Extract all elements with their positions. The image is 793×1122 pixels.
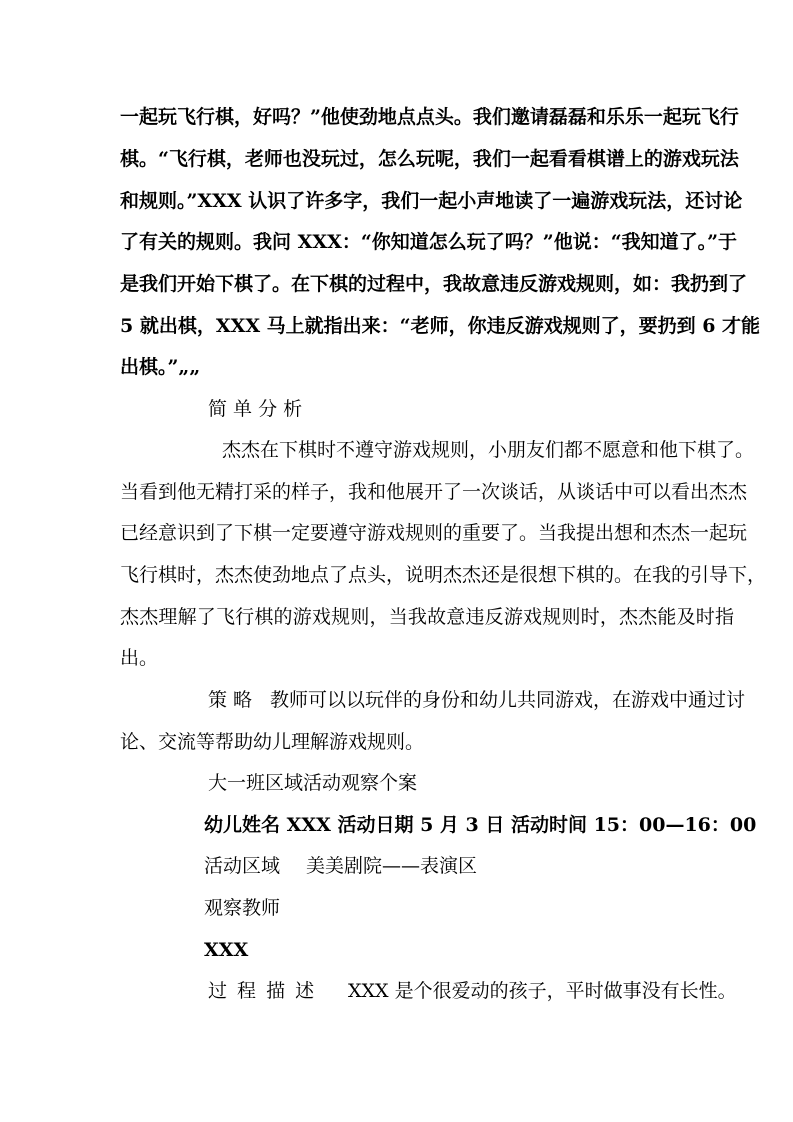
analysis-line: 出。	[120, 647, 159, 669]
analysis-line: 杰杰在下棋时不遵守游戏规则，小朋友们都不愿意和他下棋了。	[222, 439, 755, 461]
body-line: 是我们开始下棋了。在下棋的过程中，我故意违反游戏规则，如：我扔到了	[120, 273, 748, 295]
area-label: 活动区域	[204, 855, 281, 877]
analysis-line: 当看到他无精打采的样子，我和他展开了一次谈话，从谈话中可以看出杰杰	[120, 481, 748, 503]
child-info: 幼儿姓名 XXX 活动日期 5 月 3 日 活动时间 15：00—16：00	[204, 814, 757, 836]
body-line: 出棋。”„„	[120, 356, 201, 378]
body-line: 和规则。”XXX 认识了许多字，我们一起小声地读了一遍游戏玩法，还讨论	[120, 190, 743, 212]
body-line: 了有关的规则。我问 XXX：“你知道怎么玩了吗？”他说：“我知道了。”于	[120, 231, 738, 253]
strategy-text: 教师可以以玩伴的身份和幼儿共同游戏，在游戏中通过讨	[270, 689, 746, 711]
analysis-line: 杰杰理解了飞行棋的游戏规则，当我故意违反游戏规则时，杰杰能及时指	[120, 606, 734, 628]
record-title: 大一班区域活动观察个案	[208, 772, 418, 794]
strategy-label: 策 略	[208, 689, 253, 711]
body-line: 棋。“飞行棋，老师也没玩过，怎么玩呢，我们一起看看棋谱上的游戏玩法	[120, 148, 739, 170]
analysis-heading: 简 单 分 析	[208, 398, 303, 420]
body-line: 一起玩飞行棋，好吗？”他使劲地点点头。我们邀请磊磊和乐乐一起玩飞行	[120, 106, 739, 128]
process-text: XXX 是个很爱动的孩子，平时做事没有长性。	[348, 980, 737, 1002]
area-value: 美美剧院——表演区	[306, 855, 478, 877]
process-label: 过 程 描 述	[208, 980, 317, 1002]
analysis-line: 已经意识到了下棋一定要遵守游戏规则的重要了。当我提出想和杰杰一起玩	[120, 522, 748, 544]
teacher-label: 观察教师	[204, 897, 281, 919]
teacher-value: XXX	[204, 939, 249, 961]
analysis-line: 飞行棋时，杰杰使劲地点了点头，说明杰杰还是很想下棋的。在我的引导下，	[120, 564, 767, 586]
strategy-text: 论、交流等帮助幼儿理解游戏规则。	[120, 731, 425, 753]
body-line: 5 就出棋，XXX 马上就指出来：“老师，你违反游戏规则了，要扔到 6 才能	[120, 315, 761, 337]
